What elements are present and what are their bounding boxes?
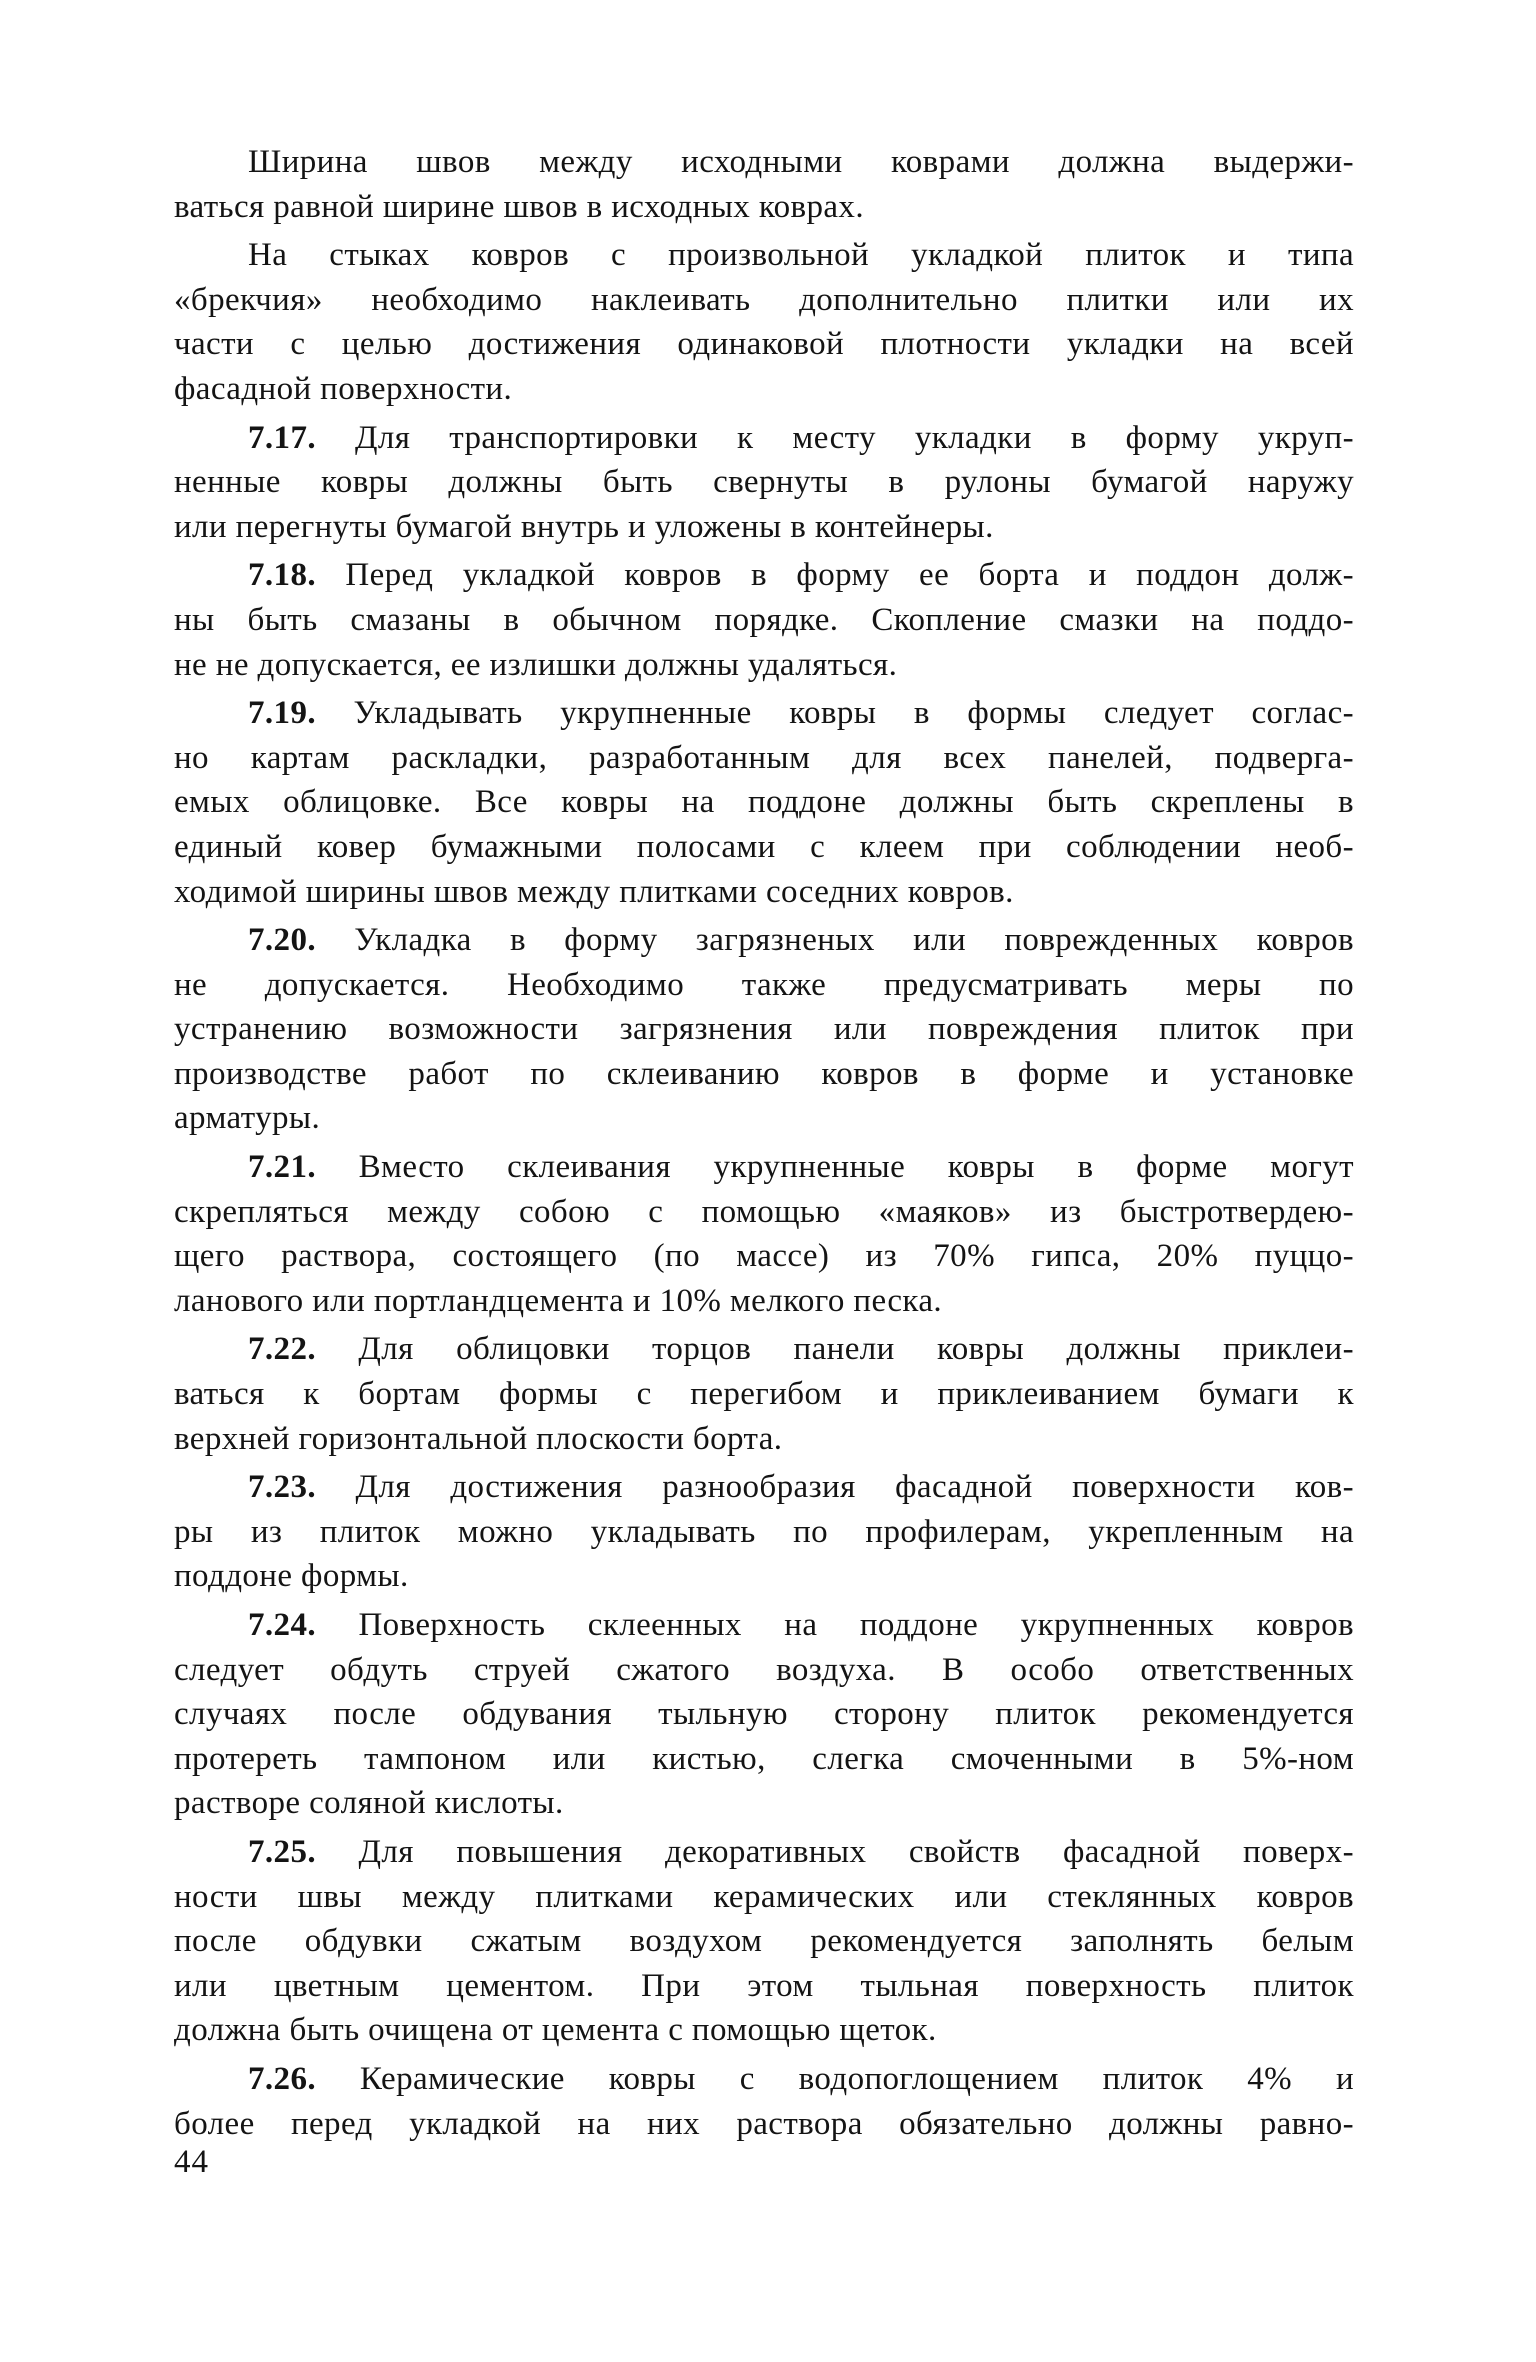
paragraph-p-7-17 xyxy=(174,416,1354,550)
text-line xyxy=(174,1603,1354,1648)
text-line xyxy=(174,1964,1354,2009)
text-line xyxy=(174,918,1354,963)
line-text: ности швы между плитками керамических или стеклянных ковров xyxy=(174,1878,1354,1915)
line-text: арматуры. xyxy=(174,1100,321,1137)
body-text xyxy=(174,140,1354,2146)
text-line xyxy=(174,140,1354,185)
section-number: 7.26. xyxy=(248,2060,316,2097)
page-number: 44 xyxy=(174,2144,209,2180)
line-text: верхней горизонтальной плоскости борта. xyxy=(174,1420,783,1457)
line-text: емых облицовке. Все ковры на поддоне должны быть скреплены в xyxy=(174,784,1354,821)
section-number: 7.21. xyxy=(248,1149,316,1186)
text-line xyxy=(174,416,1354,461)
paragraph-p-7-24 xyxy=(174,1603,1354,1826)
section-number: 7.17. xyxy=(248,419,316,456)
line-text: Укладка в форму загрязненых или поврежденных ковров xyxy=(354,922,1354,959)
text-line xyxy=(174,825,1354,870)
line-text: Керамические ковры с водопоглощением плиток 4% и xyxy=(359,2060,1354,2097)
line-text: должна быть очищена от цемента с помощью щеток. xyxy=(174,2012,937,2049)
text-line xyxy=(174,870,1354,915)
line-text: производстве работ по склеиванию ковров в форме и установке xyxy=(174,1055,1354,1092)
text-line xyxy=(174,1279,1354,1324)
text-line xyxy=(174,643,1354,688)
line-text: ваться к бортам формы с перегибом и приклеиванием бумаги к xyxy=(174,1376,1354,1413)
section-number: 7.18. xyxy=(248,557,316,594)
text-line xyxy=(174,1919,1354,1964)
line-text: Ширина швов между исходными коврами должна выдержи- xyxy=(248,144,1354,180)
line-text: не не допускается, ее излишки должны удаляться. xyxy=(174,646,898,683)
line-text: ры из плиток можно укладывать по профилерам, укрепленным на xyxy=(174,1513,1354,1550)
text-line xyxy=(174,963,1354,1008)
line-text: или перегнуты бумагой внутрь и уложены в контейнеры. xyxy=(174,508,994,545)
paragraph-p-7-19 xyxy=(174,691,1354,914)
line-text: не допускается. Необходимо также предусматривать меры по xyxy=(174,966,1354,1003)
text-line xyxy=(174,1830,1354,1875)
line-text: растворе соляной кислоты. xyxy=(174,1785,564,1822)
section-number: 7.19. xyxy=(248,695,316,732)
text-line xyxy=(174,1327,1354,1372)
line-text: более перед укладкой на них раствора обязательно должны равно- xyxy=(174,2105,1354,2142)
paragraph-p-7-21 xyxy=(174,1145,1354,1323)
paragraph-p-7-26 xyxy=(174,2057,1354,2146)
line-text: Поверхность склеенных на поддоне укрупненных ковров xyxy=(358,1607,1354,1643)
text-line xyxy=(174,2102,1354,2147)
text-line xyxy=(174,1190,1354,1235)
text-line xyxy=(174,1372,1354,1417)
text-line xyxy=(174,736,1354,781)
line-text: Для транспортировки к месту укладки в форму укруп- xyxy=(354,419,1354,456)
text-line xyxy=(174,1648,1354,1693)
line-text: Для облицовки торцов панели ковры должны приклеи- xyxy=(358,1331,1354,1368)
text-line xyxy=(174,598,1354,643)
line-text: единый ковер бумажными полосами с клеем при соблюдении необ- xyxy=(174,828,1354,865)
text-line xyxy=(174,233,1354,278)
text-line xyxy=(174,505,1354,550)
text-line xyxy=(174,1554,1354,1599)
text-line xyxy=(174,460,1354,505)
paragraph-p-joints xyxy=(174,233,1354,411)
text-line xyxy=(174,1052,1354,1097)
text-line xyxy=(174,185,1354,230)
line-text: случаях после обдувания тыльную сторону плиток рекомендуется xyxy=(174,1696,1354,1733)
section-number: 7.22. xyxy=(248,1331,316,1368)
line-text: поддоне формы. xyxy=(174,1558,409,1595)
text-line xyxy=(174,1875,1354,1920)
text-line xyxy=(174,322,1354,367)
text-line xyxy=(174,691,1354,736)
text-line xyxy=(174,2008,1354,2053)
text-line xyxy=(174,1737,1354,1782)
section-number: 7.20. xyxy=(248,922,316,959)
text-line xyxy=(174,553,1354,598)
paragraph-p-intro xyxy=(174,140,1354,229)
text-line xyxy=(174,1781,1354,1826)
line-text: Укладывать укрупненные ковры в формы следует соглас- xyxy=(353,695,1355,732)
text-line xyxy=(174,1465,1354,1510)
line-text: после обдувки сжатым воздухом рекомендуется заполнять белым xyxy=(174,1923,1354,1960)
line-text: щего раствора, состоящего (по массе) из 70% гипса, 20% пуццо- xyxy=(174,1238,1354,1275)
section-number: 7.23. xyxy=(248,1469,316,1506)
text-line xyxy=(174,1510,1354,1555)
paragraph-p-7-23 xyxy=(174,1465,1354,1599)
line-text: Для повышения декоративных свойств фасадной поверх- xyxy=(358,1833,1354,1870)
line-text: устранению возможности загрязнения или повреждения плиток при xyxy=(174,1011,1354,1048)
section-number: 7.24. xyxy=(248,1607,316,1643)
text-line xyxy=(174,1234,1354,1279)
text-line xyxy=(174,278,1354,323)
line-text: ланового или портландцемента и 10% мелкого песка. xyxy=(174,1282,943,1319)
line-text: Перед укладкой ковров в форму ее борта и поддон долж- xyxy=(345,557,1354,594)
line-text: протереть тампоном или кистью, слегка смоченными в 5%-ном xyxy=(174,1740,1354,1777)
text-line xyxy=(174,367,1354,412)
paragraph-p-7-22 xyxy=(174,1327,1354,1461)
paragraph-p-7-18 xyxy=(174,553,1354,687)
line-text: На стыках ковров с произвольной укладкой плиток и типа xyxy=(248,237,1354,274)
text-line xyxy=(174,1145,1354,1190)
line-text: фасадной поверхности. xyxy=(174,370,513,407)
line-text: Для достижения разнообразия фасадной поверхности ков- xyxy=(355,1469,1354,1506)
line-text: скрепляться между собою с помощью «маяков» из быстротвердею- xyxy=(174,1193,1354,1230)
line-text: Вместо склеивания укрупненные ковры в форме могут xyxy=(358,1149,1354,1186)
line-text: ваться равной ширине швов в исходных коврах. xyxy=(174,188,864,225)
line-text: ны быть смазаны в обычном порядке. Скопление смазки на поддо- xyxy=(174,601,1354,638)
line-text: «брекчия» необходимо наклеивать дополнительно плитки или их xyxy=(174,281,1354,318)
text-line xyxy=(174,1417,1354,1462)
paragraph-p-7-20 xyxy=(174,918,1354,1141)
line-text: но картам раскладки, разработанным для всех панелей, подверга- xyxy=(174,739,1354,776)
line-text: ненные ковры должны быть свернуты в рулоны бумагой наружу xyxy=(174,464,1354,501)
line-text: следует обдуть струей сжатого воздуха. В особо ответственных xyxy=(174,1651,1354,1688)
line-text: ходимой ширины швов между плитками соседних ковров. xyxy=(174,873,1014,910)
paragraph-p-7-25 xyxy=(174,1830,1354,2053)
text-line xyxy=(174,1692,1354,1737)
text-line xyxy=(174,1096,1354,1141)
text-line xyxy=(174,780,1354,825)
line-text: части с целью достижения одинаковой плотности укладки на всей xyxy=(174,326,1354,363)
section-number: 7.25. xyxy=(248,1833,316,1870)
text-line xyxy=(174,2057,1354,2102)
line-text: или цветным цементом. При этом тыльная поверхность плиток xyxy=(174,1967,1354,2004)
text-line xyxy=(174,1007,1354,1052)
